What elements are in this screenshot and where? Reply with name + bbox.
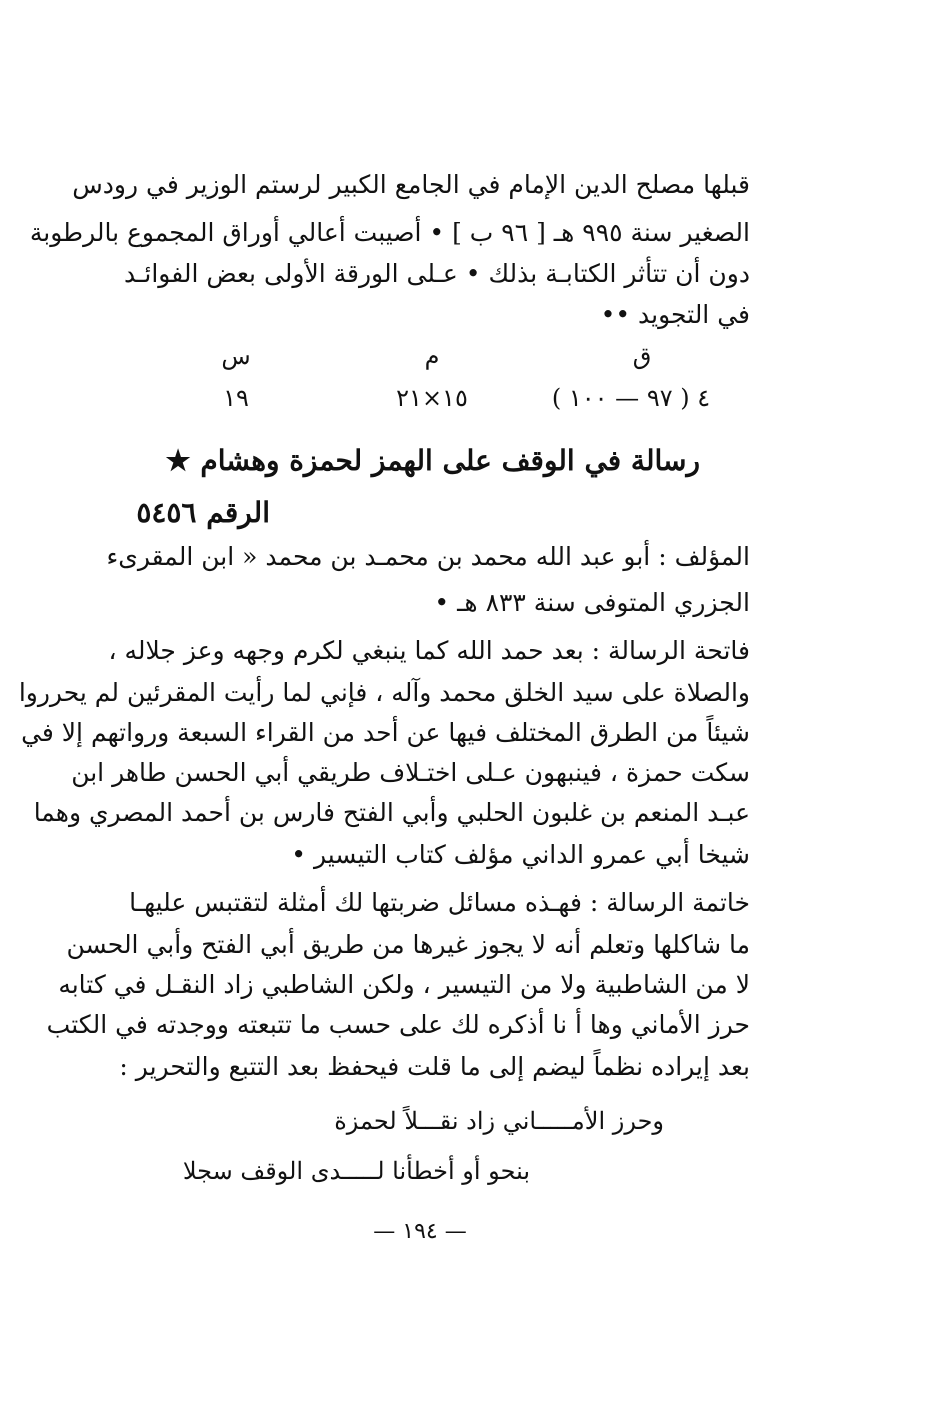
opening-line-3: شيئاً من الطرق المختلف فيها عن أحد من القراء السبعة ورواتهم إلا في: [21, 718, 750, 747]
closing-line-1: خاتمة الرسالة : فهـذه مسائل ضربتها لك أمثلة لتقتبس عليهـا: [129, 888, 750, 917]
opening-line-4: سكت حمزة ، فينبهون عـلى اختـلاف طريقي أبي الحسن طاهر ابن: [71, 758, 750, 787]
page-number: — ١٩٤ —: [373, 1219, 467, 1244]
closing-line-5: بعد إيراده نظماً ليضم إلى ما قلت فيحفظ بعد التتبع والتحرير :: [119, 1052, 750, 1081]
meta-value-leaves: ٤ ( ٩٧ — ١٠٠ ): [551, 384, 711, 412]
closing-line-4: حرز الأماني وها أ نا أذكره لك على حسب ما تتبعته ووجدته في الكتب: [46, 1010, 750, 1039]
intro-line-1: قبلها مصلح الدين الإمام في الجامع الكبير لرستم الوزير في رودس: [72, 170, 750, 199]
poem-verse-2: بنحو أو أخطأنا لـــــدى الوقف سجلا: [182, 1157, 530, 1185]
intro-line-2: الصغير سنة ٩٩٥ هـ [ ٩٦ ب ] • أصيبت أعالي أوراق المجموع بالرطوبة: [29, 218, 750, 247]
closing-line-2: ما شاكلها وتعلم أنه لا يجوز غيرها من طريق أبي الفتح وأبي الحسن: [66, 930, 750, 959]
meta-value-lines: ١٩: [223, 384, 249, 412]
intro-line-3: دون أن تتأثر الكتابـة بذلك • عـلى الورقة الأولى بعض الفوائـد: [123, 259, 750, 288]
meta-header-leaves: ق: [632, 342, 652, 370]
meta-header-lines: س: [221, 342, 251, 370]
meta-value-size: ١٥×٢١: [396, 384, 468, 412]
opening-line-5: عبـد المنعم بن غلبون الحلبي وأبي الفتح فارس بن أحمد المصري وهما: [33, 798, 750, 827]
author-line-2: الجزري المتوفى سنة ٨٣٣ هـ •: [434, 588, 750, 617]
opening-line-2: والصلاة على سيد الخلق محمد وآله ، فإني لما رأيت المقرئين لم يحرروا: [18, 678, 750, 707]
intro-line-4: في التجويد ••: [600, 300, 750, 329]
opening-line-6: شيخا أبي عمرو الداني مؤلف كتاب التيسير •: [291, 840, 750, 869]
meta-header-size: م: [424, 342, 440, 370]
catalogue-number: الرقم ٥٤٥٦: [136, 496, 270, 529]
closing-line-3: لا من الشاطبية ولا من التيسير ، ولكن الشاطبي زاد النقـل في كتابه: [58, 970, 750, 999]
author-line-1: المؤلف : أبو عبد الله محمد بن محمـد بن محمد « ابن المقرىء: [106, 542, 750, 571]
poem-verse-1: وحرز الأمـــــاني زاد نقـــلاً لحمزة: [334, 1107, 664, 1135]
opening-line-1: فاتحة الرسالة : بعد حمد الله كما ينبغي لكرم وجهه وعز جلاله ،: [108, 636, 750, 665]
section-title: رسالة في الوقف على الهمز لحمزة وهشام ★: [165, 444, 700, 477]
